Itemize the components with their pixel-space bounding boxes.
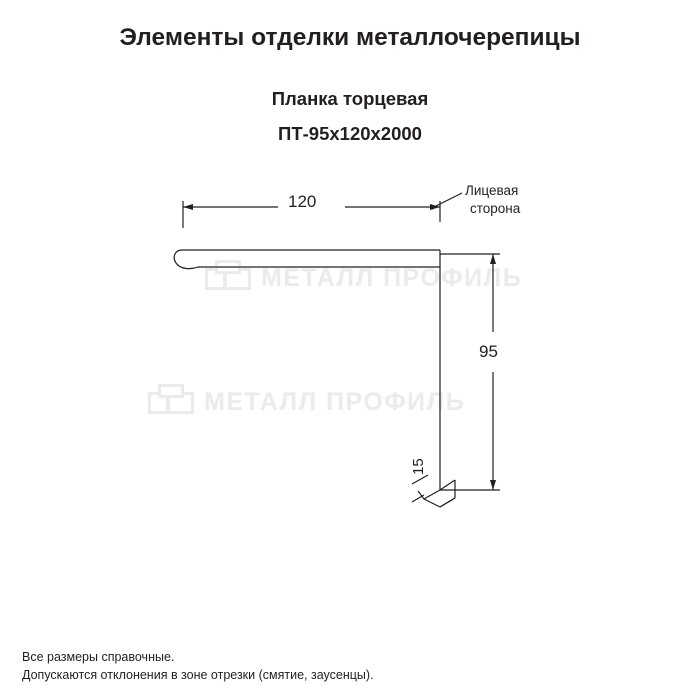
watermark-text: МЕТАЛЛ ПРОФИЛЬ (204, 387, 466, 416)
dim-arrow-120-left (183, 204, 193, 210)
profile-bottom-edge (440, 498, 455, 507)
product-code: ПТ-95x120x2000 (278, 123, 422, 144)
profile-top-face (174, 250, 440, 263)
footnote-line-1: Все размеры справочные. (22, 650, 175, 664)
profile-bottom-hem (418, 490, 440, 499)
dim-tick-15-bottom (412, 495, 424, 502)
page-title: Элементы отделки металлочерепицы (119, 24, 581, 51)
dimension-label-flange: 15 (410, 458, 427, 475)
product-name: Планка торцевая (271, 88, 429, 109)
dimension-label-height: 95 (479, 342, 498, 361)
annotation-face-side-line1: Лицевая (465, 183, 519, 198)
profile-bottom-return (440, 480, 455, 490)
leader-dot-face-side (430, 206, 433, 209)
dim-tick-15-top (412, 475, 428, 484)
footnote-line-2: Допускаются отклонения в зоне отрезки (смятие, заусенцы). (22, 668, 374, 682)
profile-top-face-inner (176, 263, 440, 269)
leader-line-face-side (432, 193, 462, 208)
profile-bottom-hem-2 (424, 498, 455, 507)
watermark-text: МЕТАЛЛ ПРОФИЛЬ (261, 263, 523, 292)
footnotes (22, 648, 374, 684)
dim-arrow-95-top (490, 254, 496, 264)
dim-arrow-95-bottom (490, 480, 496, 490)
annotation-face-side-line2: сторона (470, 201, 521, 216)
dimension-label-width: 120 (288, 192, 317, 211)
drawing-svg (0, 150, 700, 550)
technical-drawing (0, 150, 700, 550)
